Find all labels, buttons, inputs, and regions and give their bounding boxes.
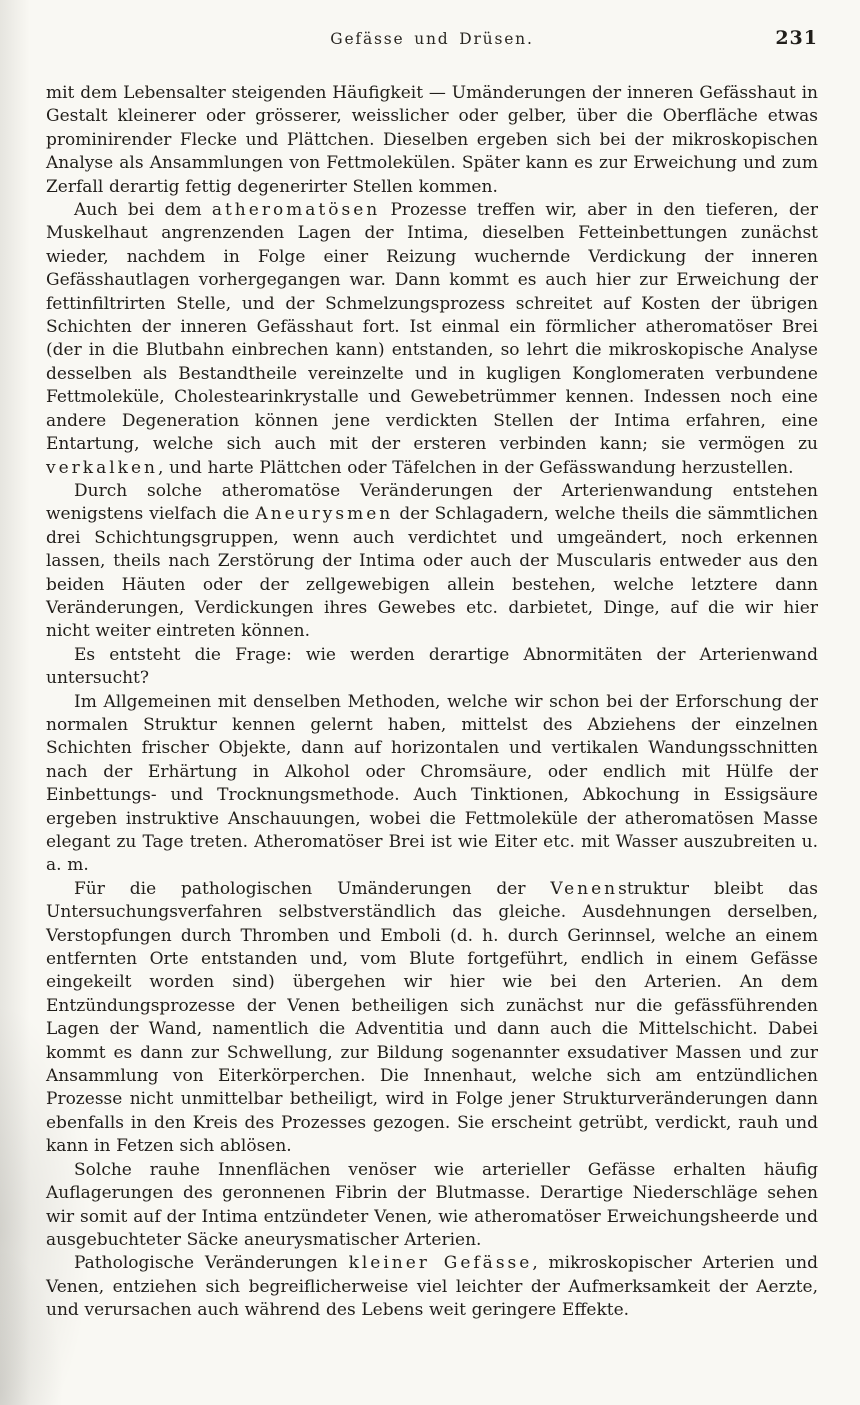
letterspaced-emphasis-text: Aneurysmen [255,504,394,525]
page-body [46,82,818,1323]
page-header [46,27,818,58]
letterspaced-emphasis-text: kleiner Gefässe [348,1253,533,1274]
paragraph-text: der Schlagadern, welche theils die sämmtlichen drei Schichtungsgruppen, wenn auch verdichtet und umgeändert, noch erkennen lassen, theils nach Zerstörung der Intima oder auch der Muscularis entweder aus den beiden Häuten oder der zellgewebigen allein bestehen, welche letztere dann Veränderungen, Verdickungen ihres Gewebes etc. darbietet, Dinge, auf die wir hier nicht weiter eintreten können. [46,504,818,642]
paragraph [46,878,818,1159]
paragraph [46,644,818,691]
paragraph [46,1159,818,1253]
paragraph-text: Solche rauhe Innenflächen venöser wie arterieller Gefässe erhalten häufig Auflagerungen des geronnenen Fibrin der Blutmasse. Derartige Niederschläge sehen wir somit auf der Intima entzündeter Venen, wie atheromatöser Erweichungsheerde und ausgebuchteter Säcke aneurysmatischer Arterien. [46,1159,818,1250]
paragraph [46,480,818,644]
paragraph-text: mit dem Lebensalter steigenden Häufigkeit — Umänderungen der inneren Gefässhaut in Gestalt kleinerer oder grösserer, weisslicher oder gelber, über die Oberfläche etwas prominirender Flecke und Plättchen. Dieselben ergeben sich bei der mikroskopischen Analyse als Ansammlungen von Fettmolekülen. Später kann es zur Erweichung und zum Zerfall derartig fettig degenerirter Stellen kommen. [46,83,818,197]
paragraph [46,199,818,480]
letterspaced-emphasis-text: verkalken [46,457,158,478]
paragraph-text: , mikroskopischer Arterien und Venen, entziehen sich begreiflicherweise viel leichter der Aufmerksamkeit der Aerzte, und verursachen auch während des Lebens weit geringere Effekte. [46,1253,819,1321]
letterspaced-emphasis-text: atheromatösen [211,200,381,221]
paragraph [46,82,818,199]
paragraph-text: , und harte Plättchen oder Täfelchen in der Gefässwandung herzustellen. [157,457,794,478]
paragraph-text: Auch bei dem [74,200,212,221]
paragraph-text: Durch solche atheromatöse Veränderungen der Arterienwandung entstehen wenigstens vielfach die [46,480,818,525]
page-number: 231 [775,27,818,49]
paragraph-text: Im Allgemeinen mit denselben Methoden, welche wir schon bei der Erforschung der normalen Struktur kennen gelernt haben, mittelst des Abziehens der einzelnen Schichten frischer Objekte, dann auf horizontalen und vertikalen Wandungsschnitten nach der Erhärtung in Alkohol oder Chromsäure, oder endlich mit Hülfe der Einbettungs- und Trocknungsmethode. Auch Tinktionen, Abkochung in Essigsäure ergeben instruktive Anschauungen, wobei die Fettmoleküle der atheromatösen Masse elegant zu Tage treten. Atheromatöser Brei ist wie Eiter etc. mit Wasser auszubreiten u. a. m. [46,691,818,876]
paragraph [46,691,818,878]
running-title: Gefässe und Drüsen. [330,30,534,48]
paragraph-text: Für die pathologischen Umänderungen der [74,878,551,899]
paragraph-text: Es entsteht die Frage: wie werden derartige Abnormitäten der Arterienwand untersucht? [46,644,818,689]
paragraph-text: Prozesse treffen wir, aber in den tieferen, der Muskelhaut angrenzenden Lagen der Intima, dieselben Fetteinbettungen zunächst wieder, nachdem in Folge einer Reizung wuchernde Verdickung der inneren Gefässhautlagen vorhergegangen war. Dann kommt es auch hier zur Erweichung der fettinfiltrirten Stelle, und der Schmelzungsprozess schreitet auf Kosten der übrigen Schichten der inneren Gefässhaut fort. Ist einmal ein förmlicher atheromatöser Brei (der in die Blutbahn einbrechen kann) entstanden, so lehrt die mikroskopische Analyse desselben als Bestandtheile vereinzelte und in kugligen Konglomeraten verbundene Fettmoleküle, Cholestearinkrystalle und Gewebetrümmer kennen. Indessen noch eine andere Degeneration können jene verdickten Stellen der Intima erfahren, eine Entartung, welche sich auch mit der ersteren verbinden kann; sie vermögen zu [46,200,818,455]
letterspaced-emphasis-text: Venen [550,878,619,899]
paragraph-text: Pathologische Veränderungen [74,1253,349,1274]
paragraph [46,1252,818,1322]
paragraph-text: struktur bleibt das Untersuchungsverfahren selbstverständlich das gleiche. Ausdehnungen derselben, Verstopfungen durch Thromben und Emboli (d. h. durch Gerinnsel, welche an einem entfernten Orte entstanden und, vom Blute fortgeführt, endlich in einem Gefässe eingekeilt worden sind) übergehen wir hier wie bei den Arterien. An dem Entzündungsprozesse der Venen betheiligen sich zunächst nur die gefässführenden Lagen der Wand, namentlich die Adventitia und dann auch die Mittelschicht. Dabei kommt es dann zur Schwellung, zur Bildung sogenannter exsudativer Massen und zur Ansammlung von Eiterkörperchen. Die Innenhaut, welche sich am entzündlichen Prozesse nicht unmittelbar betheiligt, wird in Folge jener Strukturveränderungen dann ebenfalls in den Kreis des Prozesses gezogen. Sie erscheint getrübt, verdickt, rauh und kann in Fetzen sich ablösen. [46,878,818,1157]
